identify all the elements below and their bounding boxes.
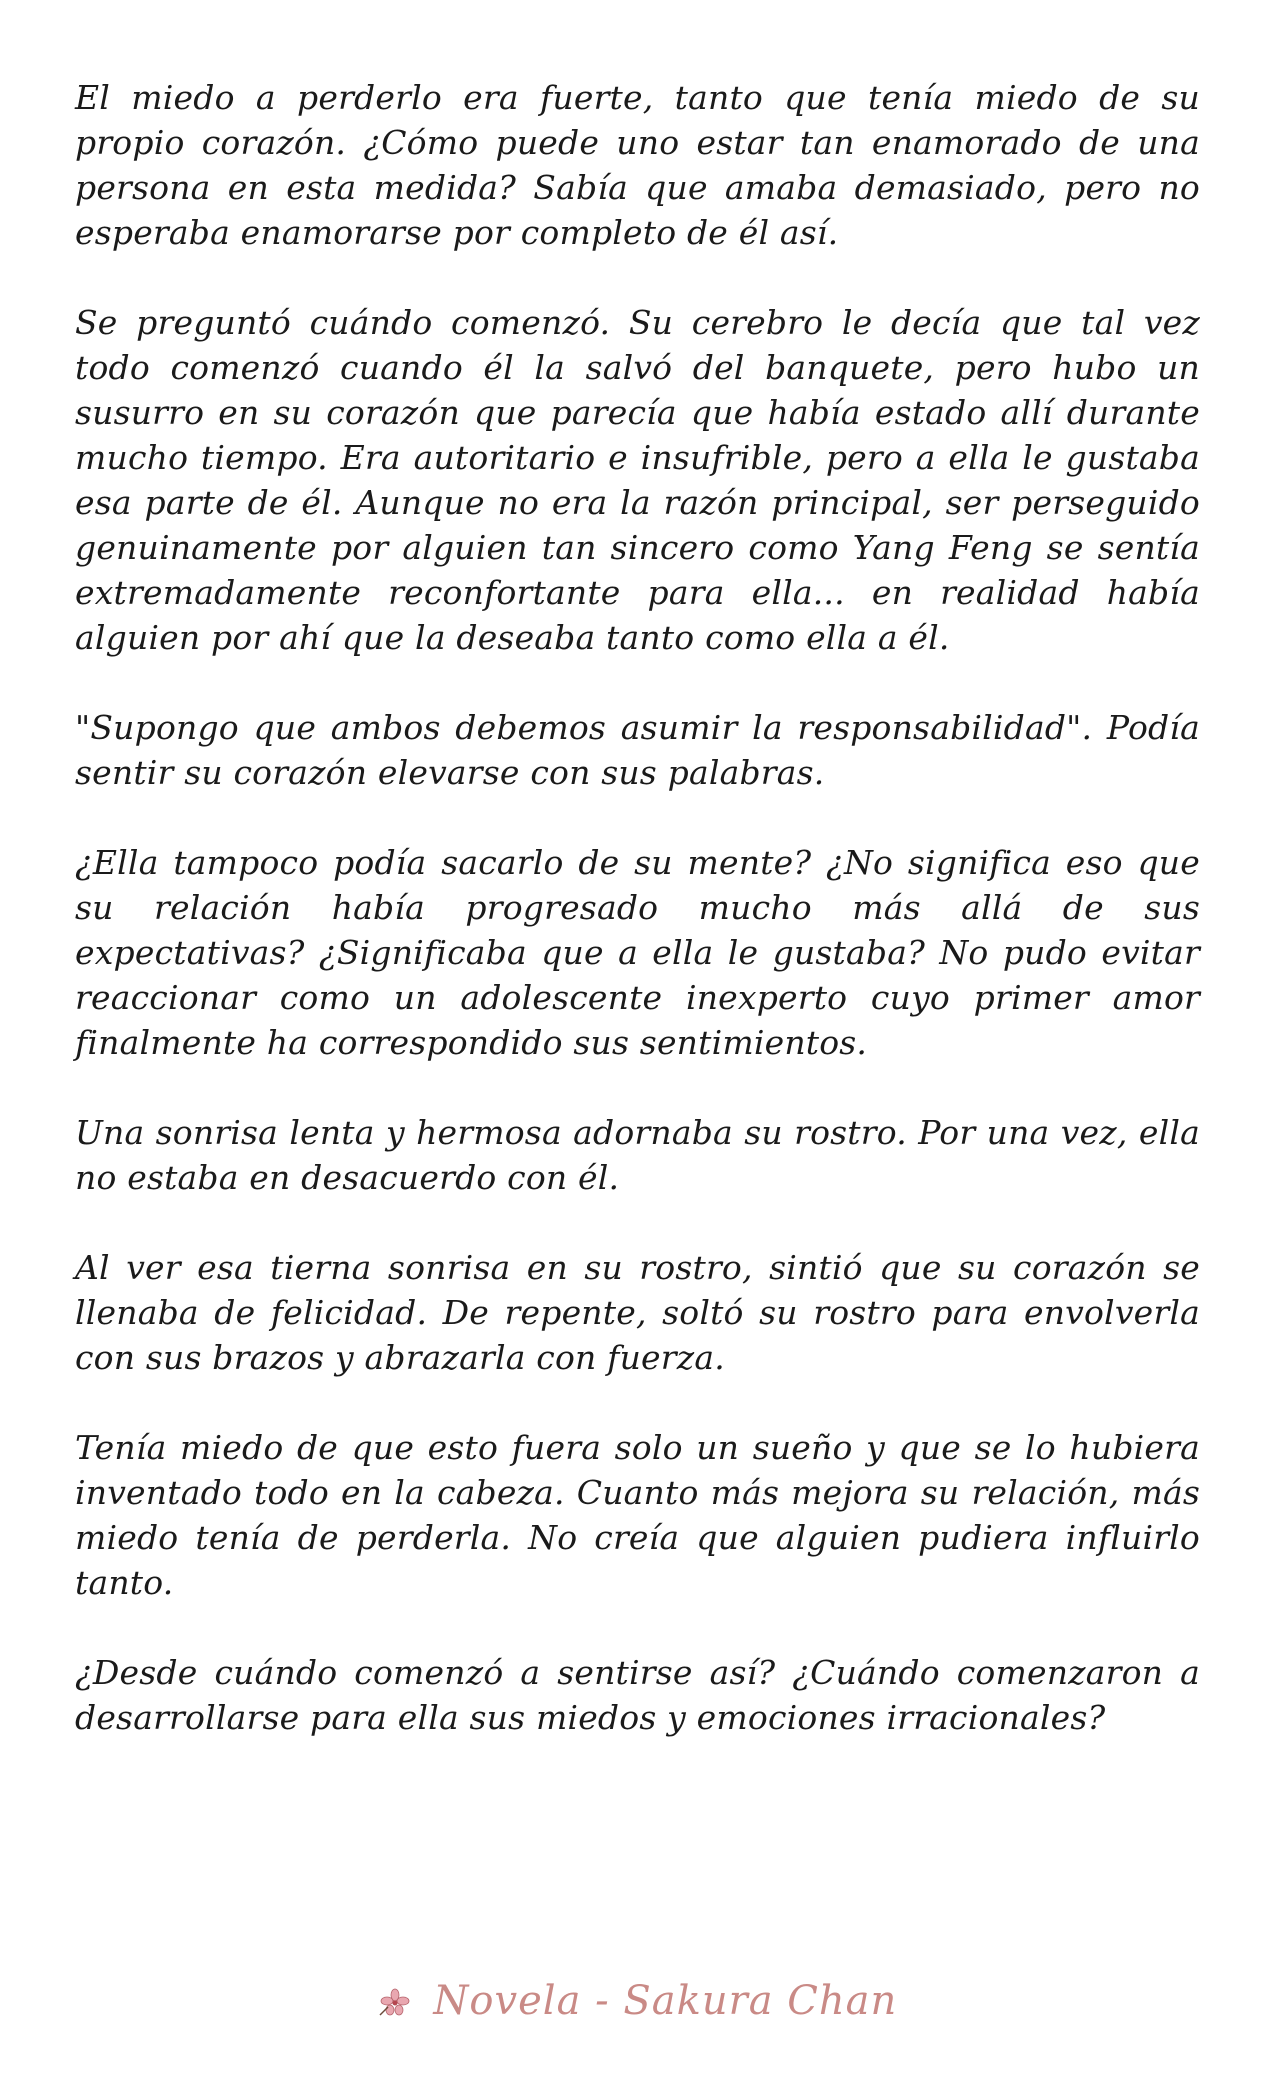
paragraph-2: Se preguntó cuándo comenzó. Su cerebro le decía que tal vez todo comenzó cuando él la salvó del banquete, pero hubo un susurro en su corazón que parecía que había estado allí durante mucho tiempo. Era autoritario e insufrible, pero a ella le gustaba esa parte de él. Aunque no era la razón principal, ser perseguido genuinamente por alguien tan sincero como Yang Feng se sentía extremadamente reconfortante para ella... en realidad había alguien por ahí que la deseaba tanto como ella a él. bbox=[75, 303, 1200, 657]
paragraph-6: Al ver esa tierna sonrisa en su rostro, sintió que su corazón se llenaba de felicidad. De repente, soltó su rostro para envolverla con sus brazos y abrazarla con fuerza. bbox=[75, 1248, 1200, 1377]
document-body bbox=[75, 75, 1200, 1785]
paragraph-1: El miedo a perderlo era fuerte, tanto que tenía miedo de su propio corazón. ¿Cómo puede uno estar tan enamorado de una persona en esta medida? Sabía que amaba demasiado, pero no esperaba enamorarse por completo de él así. bbox=[75, 78, 1200, 252]
sakura-flower-icon bbox=[378, 1981, 412, 2027]
paragraph-8: ¿Desde cuándo comenzó a sentirse así? ¿Cuándo comenzaron a desarrollarse para ella sus miedos y emociones irracionales? bbox=[75, 1653, 1200, 1737]
watermark-footer bbox=[0, 1978, 1275, 2027]
paragraph-7: Tenía miedo de que esto fuera solo un sueño y que se lo hubiera inventado todo en la cabeza. Cuanto más mejora su relación, más miedo tenía de perderla. No creía que alguien pudiera influirlo tanto. bbox=[75, 1428, 1200, 1602]
paragraph-3: "Supongo que ambos debemos asumir la responsabilidad". Podía sentir su corazón elevarse con sus palabras. bbox=[75, 708, 1200, 792]
paragraph-4: ¿Ella tampoco podía sacarlo de su mente? ¿No significa eso que su relación había progresado mucho más allá de sus expectativas? ¿Significaba que a ella le gustaba? No pudo evitar reaccionar como un adolescente inexperto cuyo primer amor finalmente ha correspondido sus sentimientos. bbox=[75, 843, 1200, 1062]
watermark-text: Novela - Sakura Chan bbox=[433, 1978, 898, 2024]
paragraph-5: Una sonrisa lenta y hermosa adornaba su rostro. Por una vez, ella no estaba en desacuerdo con él. bbox=[75, 1113, 1200, 1197]
